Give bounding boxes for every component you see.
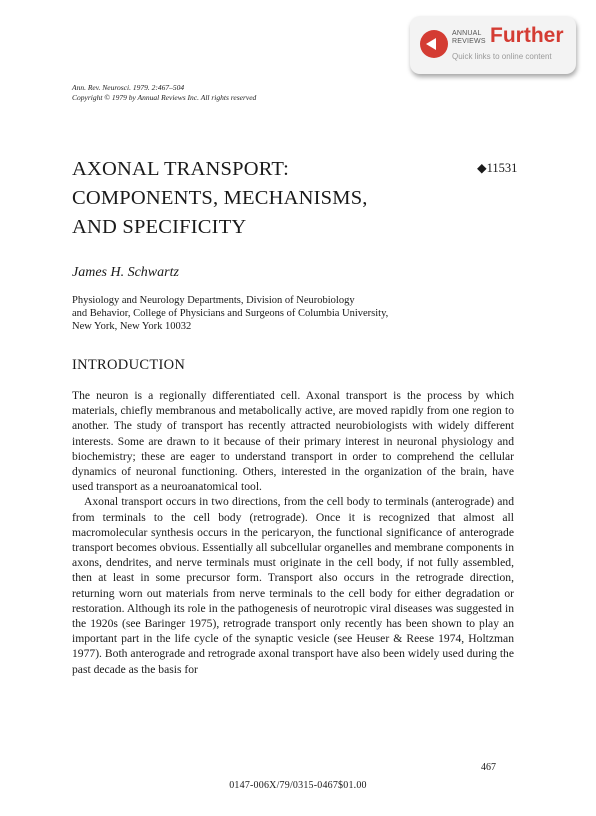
- body-text: [72, 388, 514, 677]
- journal-copyright: Copyright © 1979 by Annual Reviews Inc. All rights reserved: [72, 93, 257, 102]
- footer-code: 0147-006X/79/0315-0467$01.00: [229, 780, 367, 791]
- journal-info: [72, 83, 372, 103]
- paragraph-2: Axonal transport occurs in two directions, from the cell body to terminals (anterograde) and from terminals to the cell body (retrograde). Once it is recognized that almost all macromolecular synthesis occurs in the pericaryon, the functional significance of anterograde transport becomes obvious. Essentially all subcellular organelles and membrane components in axons, dendrites, and nerve terminals must originate in the cell body, if not fully assembled, then at least in some precursor form. Transport also occurs in the retrograde direction, returning worn out materials from nerve terminals to the cell body for either degradation or restoration. Although its role in the pathogenesis of neurotropic viral diseases was suggested in the 1920s (see Baringer 1975), retrograde transport only recently has been shown to play an important part in the life cycle of the synaptic vesicle (see Heuser & Reese 1974, Holtzman 1977). Both anterograde and retrograde axonal transport have also been widely used during the past decade as the basis for: [72, 495, 514, 676]
- journal-citation: Ann. Rev. Neurosci. 1979. 2:467–504: [72, 83, 185, 92]
- banner-brand-line1: ANNUAL: [452, 30, 482, 37]
- banner-subtitle: Quick links to online content: [452, 52, 552, 61]
- article-title: [72, 155, 432, 242]
- author-affiliation: [72, 294, 512, 333]
- title-line-1: AXONAL TRANSPORT:: [72, 158, 289, 180]
- banner-brand-line2: REVIEWS: [452, 38, 486, 45]
- section-heading: INTRODUCTION: [72, 357, 186, 373]
- title-line-3: AND SPECIFICITY: [72, 216, 247, 238]
- further-banner[interactable]: [410, 16, 576, 74]
- banner-brand: [452, 30, 492, 46]
- article-code: ◆11531: [477, 161, 518, 175]
- paragraph-1: The neuron is a regionally differentiated cell. Axonal transport is the process by which materials, chiefly membranous and metabolically active, are moved rapidly from one region to another. The study of transport has recently attracted neurobiologists with widely different interests. Some are drawn to it because of their primary interest in neuronal physiology and biochemistry; these are eager to understand transport in order to comprehend the cellular dynamics of neuronal functioning. Others, interested in the organization of the brain, have used transport as a neuroanatomical tool.: [72, 389, 514, 494]
- title-line-2: COMPONENTS, MECHANISMS,: [72, 187, 368, 209]
- annual-reviews-logo-icon: [420, 30, 448, 58]
- affiliation-line-3: New York, New York 10032: [72, 321, 192, 332]
- affiliation-line-1: Physiology and Neurology Departments, Division of Neurobiology: [72, 295, 355, 306]
- author-name: James H. Schwartz: [72, 265, 179, 280]
- affiliation-line-2: and Behavior, College of Physicians and Surgeons of Columbia University,: [72, 308, 389, 319]
- banner-further-word: Further: [490, 24, 564, 47]
- page-number: 467: [481, 762, 496, 773]
